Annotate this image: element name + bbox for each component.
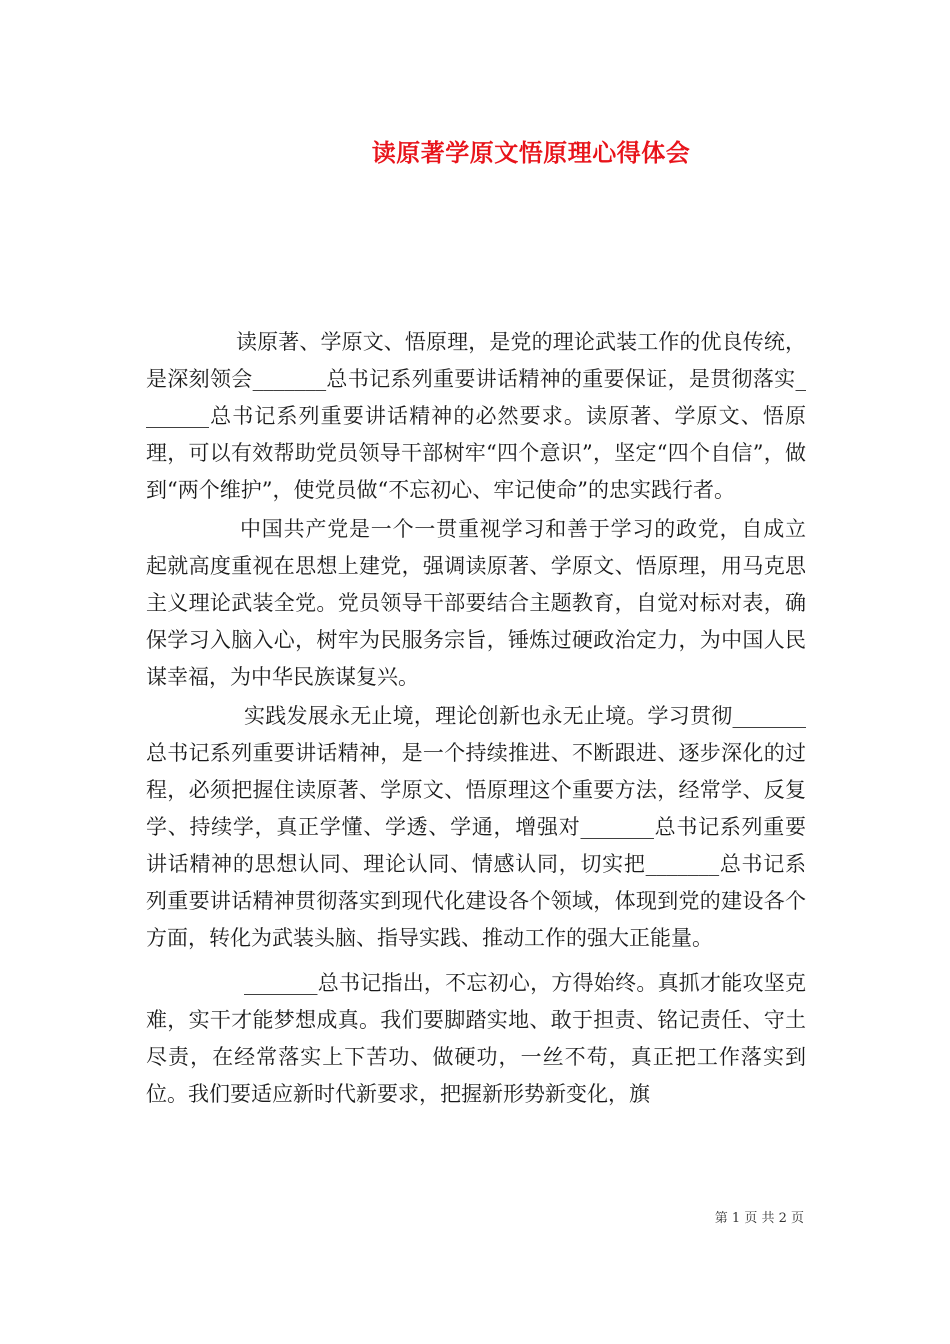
paragraph-1: 读原著、学原文、悟原理，是党的理论武装工作的优良传统，是深刻领会_______总书记系列重要讲话精神的重要保证，是贯彻落实_______总书记系列重要讲话精神的必然要求。读原著、学原文、悟原理，可以有效帮助党员领导干部树牢“四个意识”，坚定“四个自信”，做到“两个维护”，使党员做“不忘初心、牢记使命”的忠实践行者。 <box>146 330 806 502</box>
document-title: 读原著学原文悟原理心得体会 <box>371 138 691 167</box>
document-body <box>146 324 806 1113</box>
page-number-footer: 第 1 页 共 2 页 <box>714 1211 804 1226</box>
paragraph-3: 实践发展永无止境，理论创新也永无止境。学习贯彻_______总书记系列重要讲话精神，是一个持续推进、不断跟进、逐步深化的过程，必须把握住读原著、学原文、悟原理这个重要方法，经常学、反复学、持续学，真正学懂、学透、学通，增强对_______总书记系列重要讲话精神的思想认同、理论认同、情感认同，切实把_______总书记系列重要讲话精神贯彻落实到现代化建设各个领域，体现到党的建设各个方面，转化为武装头脑、指导实践、推动工作的强大正能量。 <box>146 704 806 950</box>
paragraph-2: 中国共产党是一个一贯重视学习和善于学习的政党，自成立起就高度重视在思想上建党，强调读原著、学原文、悟原理，用马克思主义理论武装全党。党员领导干部要结合主题教育，自觉对标对表，确保学习入脑入心，树牢为民服务宗旨，锤炼过硬政治定力，为中国人民谋幸福，为中华民族谋复兴。 <box>146 517 806 689</box>
paragraph-4: _______总书记指出，不忘初心，方得始终。真抓才能攻坚克难，实干才能梦想成真。我们要脚踏实地、敢于担责、铭记责任、守土尽责，在经常落实上下苦功、做硬功，一丝不苟，真正把工作落实到位。我们要适应新时代新要求，把握新形势新变化，旗 <box>146 971 806 1106</box>
